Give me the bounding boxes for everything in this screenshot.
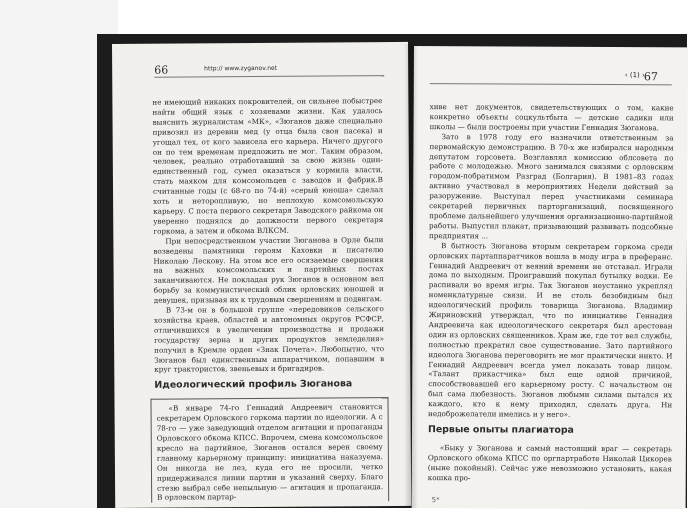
section-heading: Идеологический профиль Зюганова [154, 378, 353, 392]
left-page-header [154, 62, 384, 77]
paragraph: не имеющий никаких покровителей, он сильнее побыстрее найти общий язык с хозяевами жизни. Как удалось выяснить журналистам «МК», «Зюганов даже специально привозил из деревни мед (у отца была своя пасека) и угощал тех, от кого зависела его карьера. Ничего другого он по тем временам предложить не мог. Таким образом, человек, реально отработавший за свою жизнь один-единственный год, сумел оказаться у кормила власти, стать маяком для комсомольцев с заводов и фабрик.В считанные годы (с 68-го по 74-й) «серый юноша» сделал хоть и неторопливую, но неплохую комсомольскую карьеру. С поста первого секретаря Заводского райкома он уверенно поднялся до должности первого секретаря горкома, а затем и обкома ВЛКСМ. [152, 96, 384, 236]
right-page-number: 67 [643, 70, 658, 84]
paragraph: «Быку у Зюганова и самый настоящий враг — секретарь Орловского обкома КПСС по оргпартработе Николай Цикорев (ныне покойный). Сейчас уже невозможно установить, какая кошка про- [427, 443, 672, 482]
right-page-body [428, 102, 674, 484]
paragraph: хиве нет документов, свидетельствующих о том, какие конкретно объекты соцкультбыта — детские садики или школы — были построены при участии Геннадия Зюганова. [429, 102, 674, 133]
quote-paragraph: «В январе 74-го Геннадий Андреевич становится секретарем Орловского горкома партии по идеологии. А с 78-го — уже заведующий отделом агитации и пропаганды Орловского обкома КПСС. Впрочем, смена комсомольское кресло на партийное, Зюганов остался верен своему главному карьерному принципу: инициатива наказуема. Он никогда не лез, куда его не просили, четко придерживался линии партии и указаний сверху. Благо стезю выбрал себе непыльную — агитация и пропаганда. В орловском партар- [156, 402, 384, 503]
left-page-number: 66 [154, 63, 169, 77]
header-url: http:// www.zyganov.net [204, 64, 278, 73]
header-rule [154, 75, 384, 78]
quote-box [150, 397, 389, 503]
left-page-body [152, 96, 385, 503]
signature-mark: 5* [431, 496, 440, 505]
section-heading: Первые опыты плагиатора [427, 424, 574, 436]
book-gutter-shadow [404, 44, 418, 508]
paragraph: При непосредственном участии Зюганова в Орле были возведены памятники героям Каховки и писателю Николаю Лескову. На этом все его осязаемые свершения на важных комсомольских и партийных постах заканчиваются. Не покладая рук Зюганов в основном вел борьбу за коммунистический облик орловских юношей и девушек, призывая их к трудовым свершениям и подвигам. [153, 234, 384, 305]
right-page [412, 46, 688, 509]
paragraph: В 73-м он в большой группе «передовиков сельского хозяйства краев, областей и автономных округов РСФСР, отличившихся в увеличении производства и продажи государству зерна и других продуктов земледелия» получил в Кремле орден «Знак Почета». Любопытно, что Зюганов был единственным аппаратчиком, попавшим в круг трактористов, звеньевых и бригадиров. [153, 304, 385, 375]
paragraph: В бытность Зюганова вторым секретарем горкома среди орловских партаппаратчиков вошла в моду игра в преферанс. Геннадий Андреевич от веяний времени не отставал. Играли дома по выходным. Проигравший покупал бутылку водки. Ее распивали во время игры. Так Зюганов неустанно укреплял номенклатурные связи. И не столь безобидным был идеологический профиль товарища Зюганова. Владимир Жириновский утверждал, что по инициативе Геннадия Андреевича как идеологического секретаря был арестован один из орловских священников. Храм же, где тот вел службы, полностью прекратил свое существование. Зато партийного идеолога Зюганова переговорить не мог практически никто. И Геннадий Андреевич всегда умел показать товар лицом. «Талант прикастчика» был еще одной причиной, способствовавшей его карьерному росту. С начальством он был сама любезность. Зюганов любыми силами пытался их каждого, кто к нему приходил, сделать друга. Ни недоброжелатели имелись и у него». [428, 240, 673, 419]
right-page-header [430, 69, 672, 84]
left-page [112, 42, 411, 508]
header-rule [430, 83, 672, 85]
paragraph: Зато в 1978 году его назначили ответственным за первомайскую демонстрацию. В 70-х же избирался народным депутатом горсовета. Возглавлял комиссию облсовета по работе с молодежью. Много занимался связями с орловским городом-побратимом Разград (Болгария). В 1981–83 годах активно участвовал в мероприятиях Недели действий за разоружение. Выступал перед участниками семинара секретарей первичных парторганизаций, посвященного проблеме дальнейшего улучшения организационно-партийной работы. Выпустил плакат, призывающий развивать подсобные предприятия ... [428, 131, 674, 241]
header-ornament: ‹ (1) › [624, 71, 645, 80]
